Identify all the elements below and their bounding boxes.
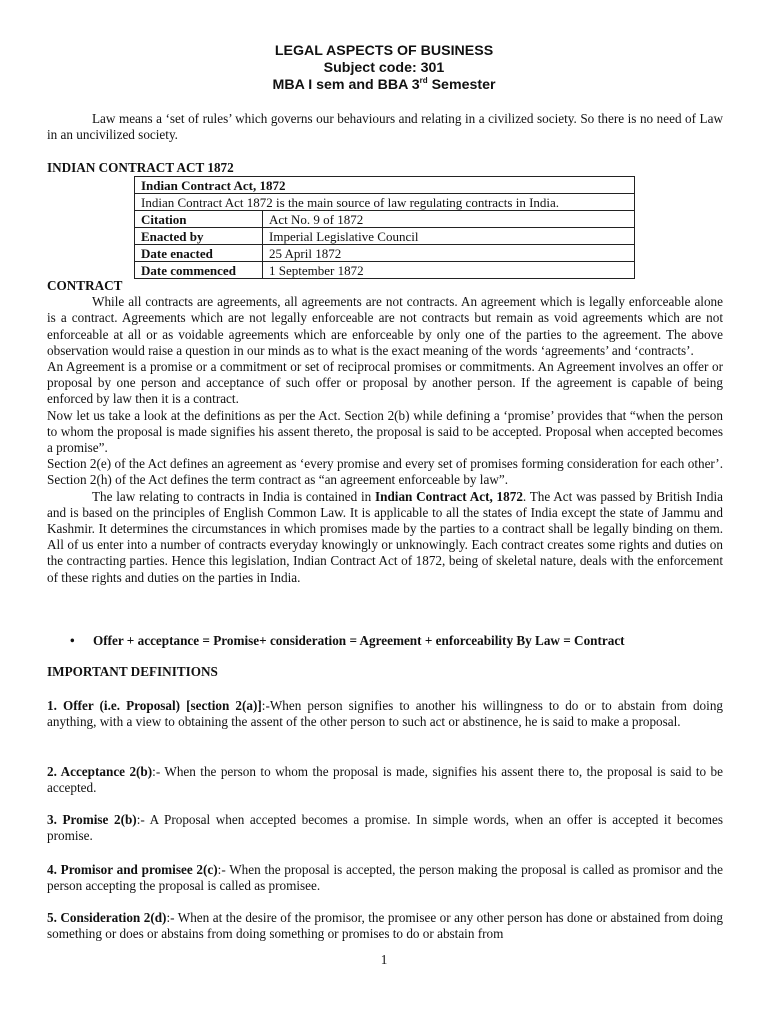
contract-paragraph-1: While all contracts are agreements, all agreements are not contracts. An agreement which is legally enforceable alone is a contract. Agreements which are not legally enforceable are not contracts but remain as void agreements which are not enforceable at all or as voidable agreements which are enforceable by only one of the parties to the agreement. The above observation would raise a question in our minds as to what is the exact meaning of the words ‘agreements’ and ‘contracts’. [47, 294, 723, 358]
act-table-title: Indian Contract Act, 1872 [135, 177, 635, 194]
document-header [0, 43, 768, 94]
contract-formula: Offer + acceptance = Promise+ consideration = Agreement + enforceability By Law = Contract [93, 633, 625, 648]
definition-acceptance [47, 764, 723, 796]
table-value: Imperial Legislative Council [263, 228, 635, 245]
definition-term: 1. Offer (i.e. Proposal) [section 2(a)] [47, 698, 262, 713]
definition-text: :- A Proposal when accepted becomes a promise. In simple words, when an offer is accepted it becomes promise. [47, 812, 723, 844]
act-heading: INDIAN CONTRACT ACT 1872 [47, 160, 234, 175]
definition-consideration [47, 910, 723, 942]
semester-superscript: rd [419, 76, 428, 85]
law-paragraph [47, 489, 723, 586]
subject-code: Subject code: 301 [323, 60, 445, 76]
act-info-table [134, 176, 635, 279]
definition-promisor-promisee [47, 862, 723, 894]
table-key: Date commenced [135, 262, 263, 279]
definition-term: 5. Consideration 2(d) [47, 910, 167, 925]
document-title: LEGAL ASPECTS OF BUSINESS [274, 43, 494, 59]
bullet-icon: • [70, 633, 75, 648]
table-key: Citation [135, 211, 263, 228]
contract-formula-bullet [70, 633, 730, 649]
contract-heading: CONTRACT [47, 278, 123, 293]
table-value: 25 April 1872 [263, 245, 635, 262]
table-key: Enacted by [135, 228, 263, 245]
act-table-description: Indian Contract Act 1872 is the main source of law regulating contracts in India. [135, 194, 635, 211]
definition-text: :- When the proposal is accepted, the person making the proposal is called as promisor and the person accepting the proposal is called as promisee. [47, 862, 723, 894]
semester-prefix: MBA I sem and BBA 3 [272, 77, 420, 93]
definition-term: 2. Acceptance 2(b) [47, 764, 153, 779]
page-number: 1 [380, 952, 388, 967]
semester-suffix: Semester [427, 77, 496, 93]
intro-paragraph: Law means a ‘set of rules’ which governs our behaviours and relating in a civilized society. So there is no need of Law in an uncivilized society. [47, 111, 723, 143]
definition-term: 4. Promisor and promisee 2(c) [47, 862, 218, 877]
table-value: Act No. 9 of 1872 [263, 211, 635, 228]
law-text-start: The law relating to contracts in India is contained in [92, 488, 375, 504]
contract-paragraph-4: Section 2(e) of the Act defines an agreement as ‘every promise and every set of promises forming consideration for each other’. Section 2(h) of the Act defines the term contract as “an agreement enforceable by law”. [47, 456, 723, 488]
act-name-bold: Indian Contract Act, 1872 [374, 488, 523, 504]
table-row [135, 211, 635, 228]
semester-line [0, 77, 768, 94]
table-row [135, 245, 635, 262]
definition-term: 3. Promise 2(b) [47, 812, 137, 827]
definition-text: :- When the person to whom the proposal is made, signifies his assent there to, the proposal is said to be accepted. [47, 764, 723, 796]
contract-paragraph-3: Now let us take a look at the definitions as per the Act. Section 2(b) while defining a ‘promise’ provides that “when the person to whom the proposal is made signifies his assent thereto, the proposal is said to be accepted. Proposal when accepted becomes a promise”. [47, 407, 723, 456]
contract-paragraph-2: An Agreement is a promise or a commitment or set of reciprocal promises or commitments. An Agreement involves an offer or proposal by one person and acceptance of such offer or proposal by another person. If the agreement is capable of being enforced by law then it is a contract. [47, 359, 723, 407]
table-row [135, 228, 635, 245]
definition-offer [47, 698, 723, 730]
definition-promise [47, 812, 723, 844]
table-value: 1 September 1872 [263, 262, 635, 279]
definition-text: :-When person signifies to another his willingness to do or to abstain from doing anything, with a view to obtaining the assent of the other person to such act or abstinence, he is said to make a proposal. [47, 698, 724, 730]
definitions-heading: IMPORTANT DEFINITIONS [47, 664, 218, 679]
table-key: Date enacted [135, 245, 263, 262]
definition-text: :- When at the desire of the promisor, the promisee or any other person has done or abstained from doing something or does or abstains from doing something or promises to do or abstain from [47, 910, 724, 942]
table-row [135, 262, 635, 279]
contract-section [47, 278, 723, 586]
law-text-end: . The Act was passed by British India and is based on the principles of English Common Law. It is applicable to all the states of India except the state of Jammu and Kashmir. It determines the circumstances in which promises made by the parties to a contract shall be legally binding on them. All of us enter into a number of contracts everyday knowingly or unknowingly. Each contract creates some rights and duties on the contracting parties. Hence this legislation, Indian Contract Act of 1872, being of skeletal nature, deals with the enforcement of these rights and duties on the parties in India. [47, 488, 723, 585]
